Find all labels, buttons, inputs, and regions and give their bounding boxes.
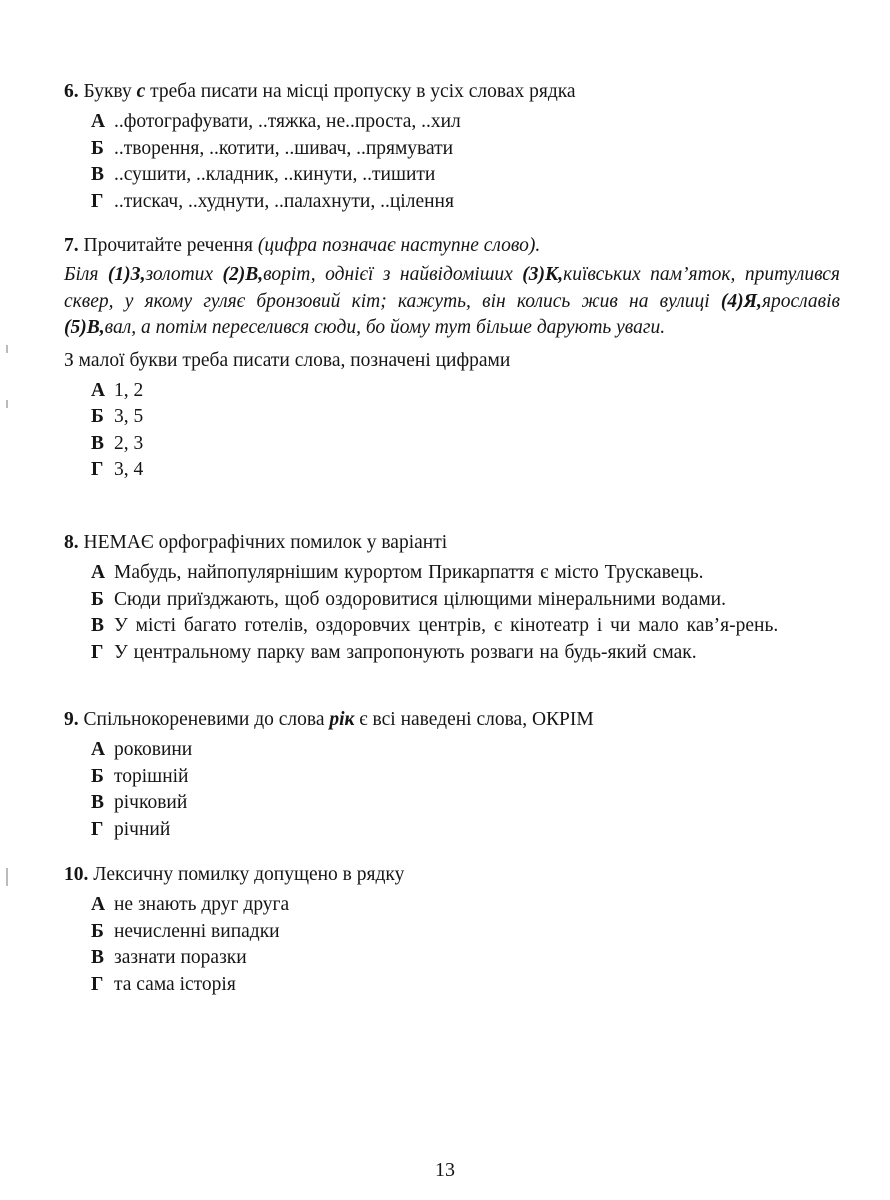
option-text: У центральному парку вам запропонують розваги на будь-який смак. <box>114 641 697 663</box>
option-letter: А <box>91 562 106 583</box>
option-letter: Б <box>91 765 104 787</box>
question-hint: (цифра позначає наступне слово). <box>257 235 541 256</box>
option-v[interactable] <box>64 790 844 817</box>
scan-mark <box>6 868 8 886</box>
option-letter: Б <box>91 406 104 427</box>
reading-passage <box>64 262 840 342</box>
option-a[interactable] <box>64 737 844 764</box>
question-number: 8. <box>64 532 79 553</box>
option-g[interactable] <box>64 457 844 484</box>
option-text: річковий <box>114 792 188 813</box>
option-b[interactable] <box>64 764 844 791</box>
highlighted-word: рік <box>329 709 355 730</box>
question-text: Прочитайте речення <box>83 235 258 256</box>
option-text: 3, 4 <box>114 459 144 480</box>
passage-text: ярославів <box>761 290 840 312</box>
answer-options <box>64 378 844 484</box>
option-letter: Г <box>91 973 104 995</box>
answer-options <box>64 560 844 666</box>
option-b[interactable] <box>64 587 844 614</box>
option-v[interactable] <box>64 162 844 189</box>
answer-options <box>64 892 844 998</box>
option-letter: Г <box>91 641 104 663</box>
option-a[interactable] <box>64 892 844 919</box>
question-9-stem <box>64 707 844 733</box>
question-8 <box>64 530 844 666</box>
option-letter: Б <box>91 920 104 942</box>
option-text: ..тискач, ..худнути, ..палахнути, ..цілення <box>114 190 454 212</box>
option-v[interactable] <box>64 431 844 458</box>
question-10-stem <box>64 862 844 888</box>
option-text: річний <box>114 818 171 840</box>
word-marker: (3)К, <box>522 264 564 285</box>
option-letter: А <box>91 894 106 915</box>
option-text: нечисленні випадки <box>114 920 280 942</box>
option-letter: Б <box>91 588 104 610</box>
page-number: 13 <box>435 1159 455 1181</box>
passage-text: вал, а потім переселився сюди, бо йому тут більше дарують уваги. <box>104 317 666 338</box>
option-a[interactable] <box>64 560 844 587</box>
answer-options <box>64 737 844 843</box>
option-text: роковини <box>114 739 193 760</box>
option-g[interactable] <box>64 972 844 999</box>
question-text: є всі наведені слова, ОКРІМ <box>354 709 594 730</box>
option-text: Мабудь, найпопулярнішим курортом Прикарпаття є місто Трускавець. <box>114 562 704 583</box>
question-text: треба писати на місці пропуску в усіх словах рядка <box>145 81 576 102</box>
option-b[interactable] <box>64 919 844 946</box>
passage-text: київських пам’яток, притулився сквер, у якому гуляє бронзовий кіт; кажуть, він колись жив на вулиці <box>64 264 840 312</box>
option-letter: В <box>91 947 105 968</box>
question-number: 6. <box>64 81 79 102</box>
question-8-stem <box>64 530 844 556</box>
option-a[interactable] <box>64 378 844 405</box>
option-b[interactable] <box>64 404 844 431</box>
question-text: Лексичну помилку допущено в рядку <box>88 864 405 885</box>
question-text: Спільнокореневими до слова <box>78 709 330 730</box>
option-text: ..творення, ..котити, ..шивач, ..прямувати <box>114 137 454 159</box>
option-text: 3, 5 <box>114 406 144 427</box>
passage-text: Біля <box>64 264 108 285</box>
passage-text: воріт, однієї з найвідоміших <box>263 264 523 285</box>
question-text: Букву <box>83 81 137 102</box>
option-text: торішній <box>114 765 189 787</box>
question-text: З малої букви треба писати слова, позначені цифрами <box>64 349 511 371</box>
option-text: ..фотографувати, ..тяжка, не..проста, ..хил <box>114 111 461 132</box>
option-text: Сюди приїзджають, щоб оздоровитися цілющими мінеральними водами. <box>114 588 726 610</box>
option-b[interactable] <box>64 136 844 163</box>
word-marker: (1)З, <box>107 264 146 285</box>
option-letter: В <box>91 164 105 185</box>
option-letter: Г <box>91 818 104 840</box>
option-letter: Г <box>91 459 104 480</box>
question-6 <box>64 79 844 215</box>
option-text: 1, 2 <box>114 379 144 401</box>
option-g[interactable] <box>64 640 844 667</box>
option-letter: Б <box>91 137 104 159</box>
word-marker: (4)Я, <box>720 290 762 312</box>
option-a[interactable] <box>64 109 844 136</box>
word-marker: (5)В, <box>64 317 105 338</box>
option-letter: А <box>91 379 106 401</box>
question-10 <box>64 862 844 998</box>
option-letter: В <box>91 615 105 636</box>
word-marker: (2)В, <box>222 264 264 285</box>
option-letter: В <box>91 792 105 813</box>
option-letter: В <box>91 432 105 454</box>
question-7-stem <box>64 233 844 259</box>
option-v[interactable] <box>64 945 844 972</box>
scan-mark <box>6 400 8 408</box>
question-number: 9. <box>64 709 79 730</box>
option-g[interactable] <box>64 189 844 216</box>
option-g[interactable] <box>64 817 844 844</box>
highlighted-letter: с <box>136 81 146 102</box>
option-text: 2, 3 <box>114 432 144 454</box>
option-v[interactable] <box>64 613 844 640</box>
option-letter: А <box>91 739 106 760</box>
option-text: та сама історія <box>114 973 236 995</box>
option-text: У місті багато готелів, оздоровчих центрів, є кінотеатр і чи мало кав’я-рень. <box>114 615 779 636</box>
option-text: ..сушити, ..кладник, ..кинути, ..тишити <box>114 164 436 185</box>
question-number: 10. <box>64 864 89 885</box>
question-7 <box>64 233 844 484</box>
question-6-stem <box>64 79 844 105</box>
question-text: НЕМАЄ орфографічних помилок у варіанті <box>78 532 448 553</box>
passage-text: золотих <box>145 264 223 285</box>
answer-options <box>64 109 844 215</box>
question-number: 7. <box>64 235 79 256</box>
option-text: не знають друг друга <box>114 894 290 915</box>
option-text: зазнати поразки <box>114 947 247 968</box>
option-letter: Г <box>91 190 104 212</box>
option-letter: А <box>91 111 106 132</box>
question-9 <box>64 707 844 843</box>
scan-mark <box>6 345 8 353</box>
